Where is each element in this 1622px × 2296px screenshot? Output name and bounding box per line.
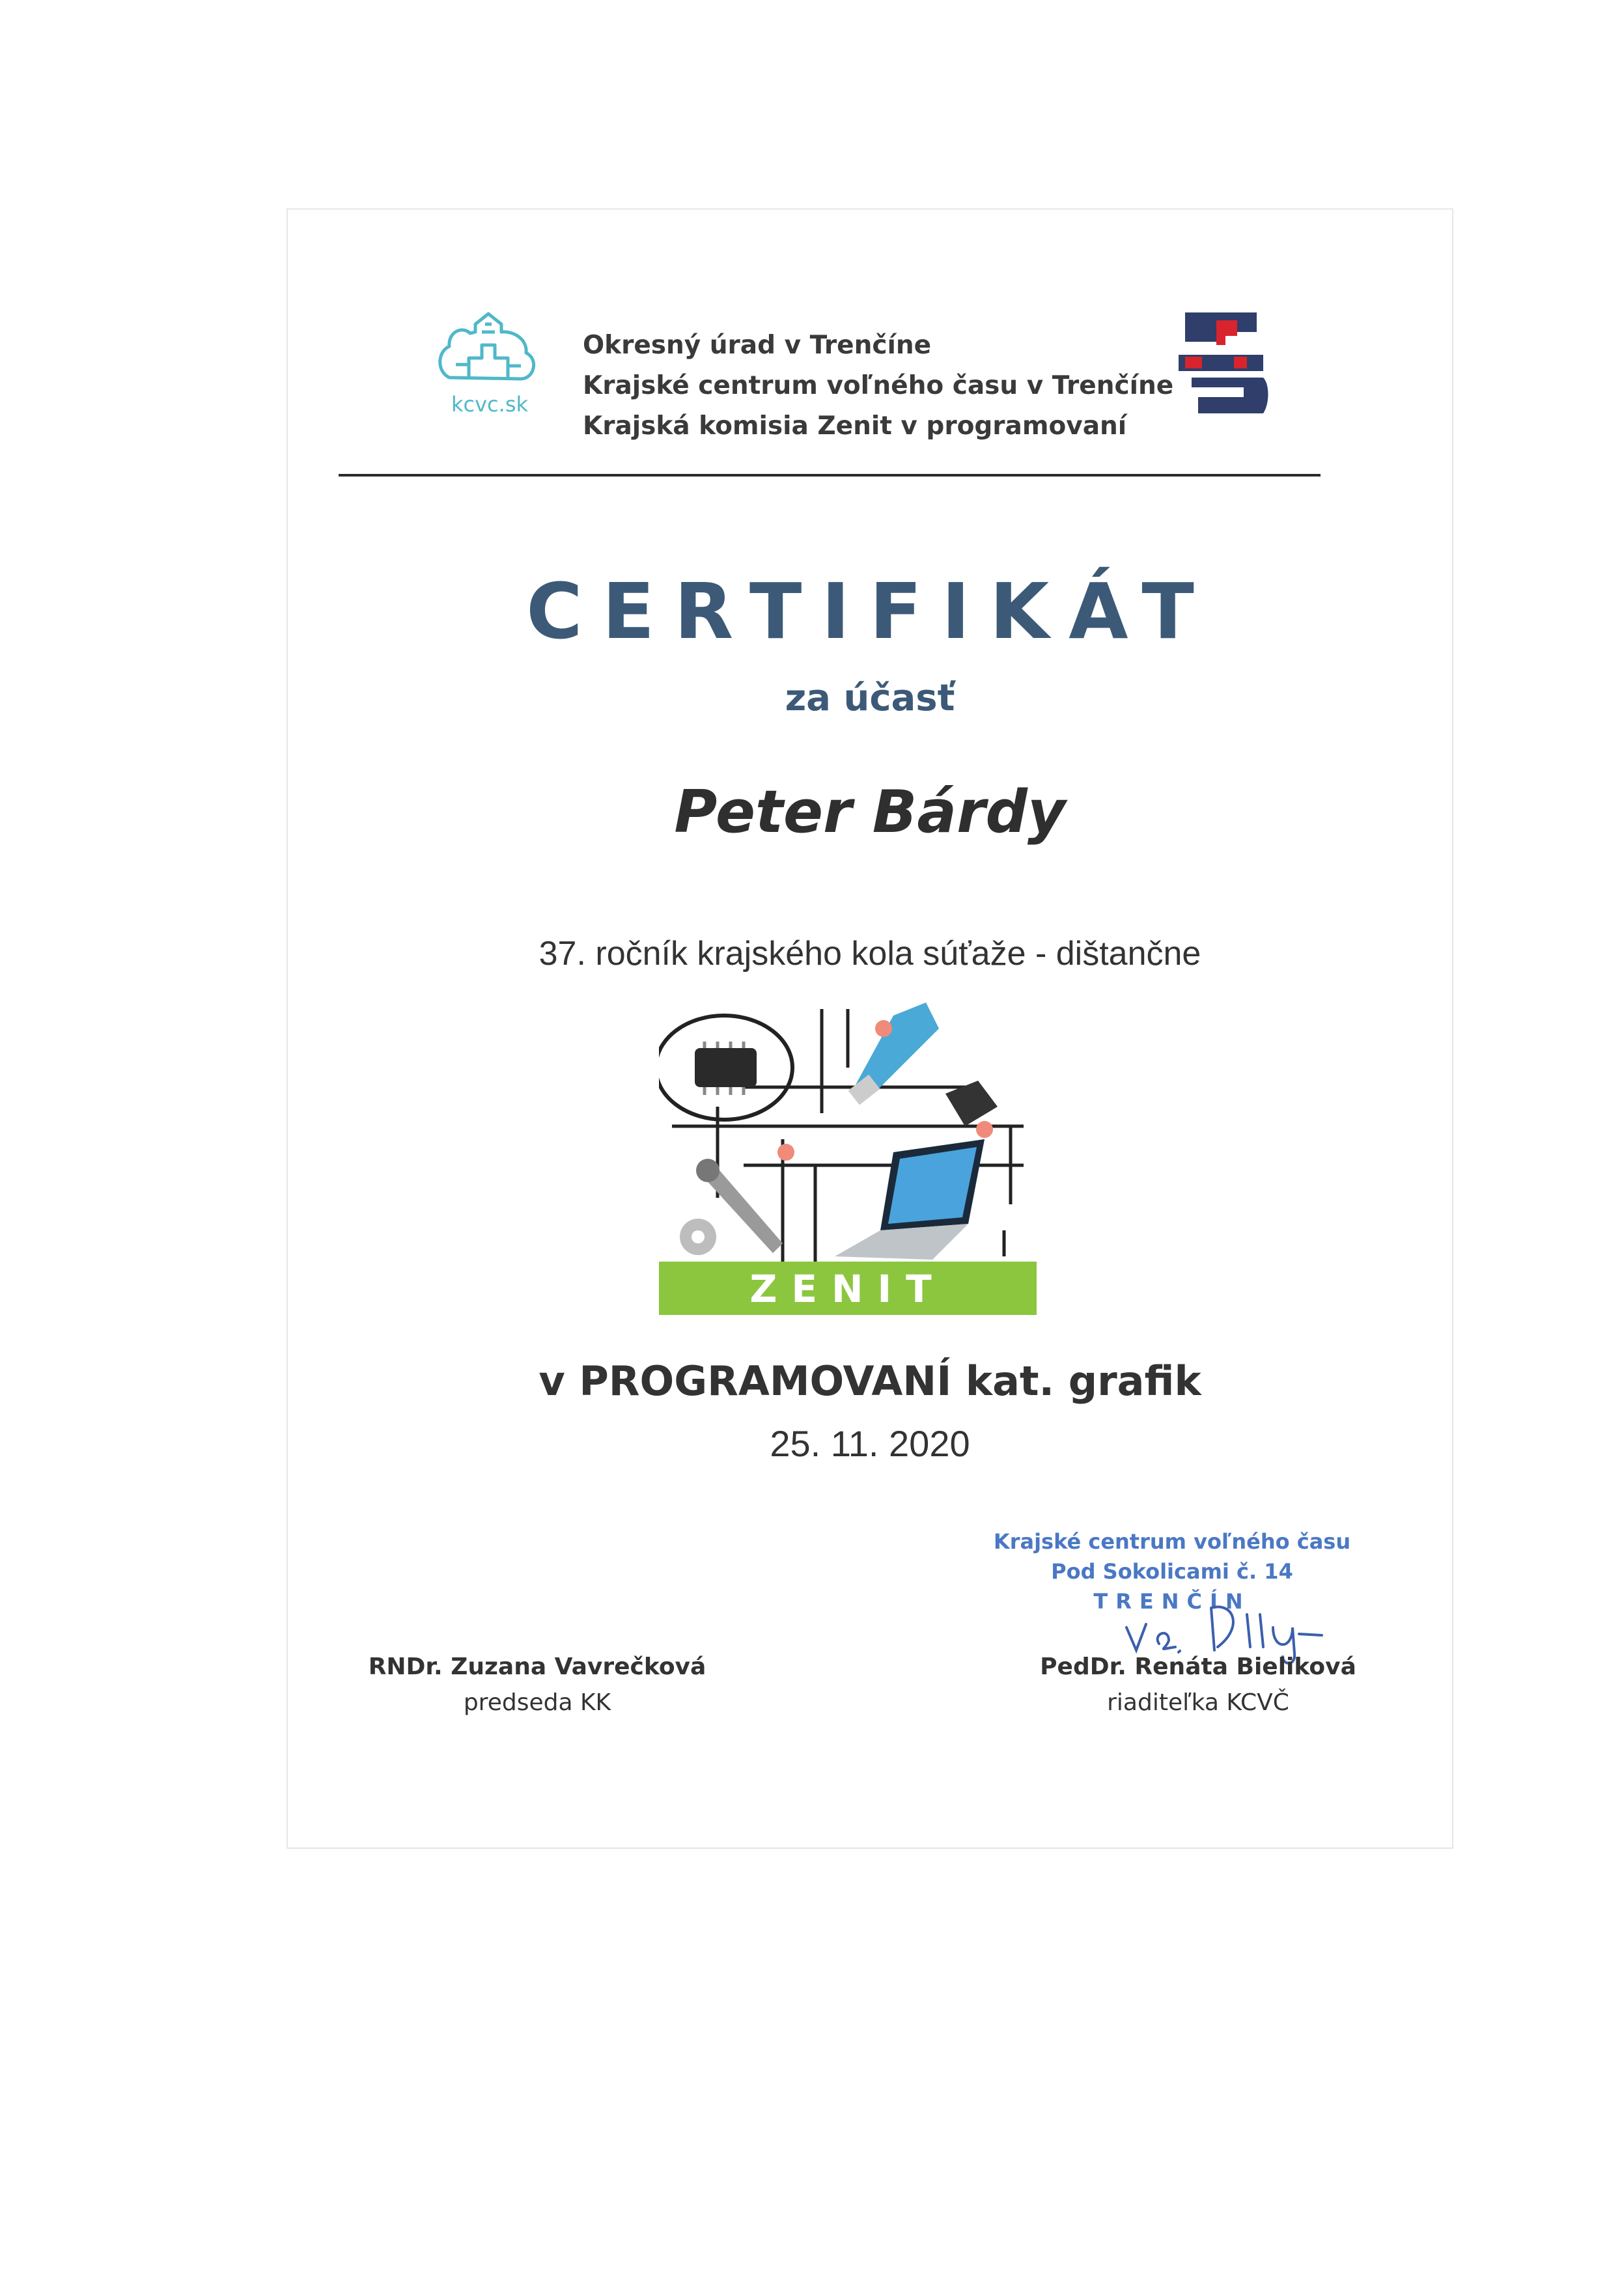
issuer-block xyxy=(583,325,1173,447)
issuer-line-center: Krajské centrum voľného času v Trenčíne xyxy=(583,371,1174,400)
issuer-line-office: Okresný úrad v Trenčíne xyxy=(583,331,932,360)
competition-category: v PROGRAMOVANÍ kat. grafik xyxy=(538,1357,1201,1405)
certificate-subtitle: za účasť xyxy=(785,677,955,719)
kcvc-logo-icon xyxy=(430,306,547,397)
stamp-line-3: TRENČÍN xyxy=(1093,1589,1251,1614)
competition-edition: 37. ročník krajského kola súťaže - dištančne xyxy=(538,935,1201,973)
certificate-title: CERTIFIKÁT xyxy=(526,566,1214,656)
microchip-icon xyxy=(695,1042,757,1095)
signatory-left-role: predseda KK xyxy=(463,1689,611,1716)
recipient-name: Peter Bárdy xyxy=(674,778,1066,846)
zenit-logo-label: ZENIT xyxy=(749,1267,946,1311)
header-divider xyxy=(339,474,1321,477)
signatory-right-role: riaditeľka KCVČ xyxy=(1107,1689,1289,1716)
zenit-illustration-icon xyxy=(659,996,1037,1263)
kcvc-logo-text: kcvc.sk xyxy=(451,392,529,417)
signatory-left-name: RNDr. Zuzana Vavrečková xyxy=(368,1653,706,1680)
competition-date: 25. 11. 2020 xyxy=(770,1423,970,1464)
stamp-line-2: Pod Sokolicami č. 14 xyxy=(1051,1559,1293,1584)
issuer-line-commission: Krajská komisia Zenit v programovaní xyxy=(583,411,1127,441)
signatory-right-name: PedDr. Renáta Bieliková xyxy=(1040,1653,1356,1680)
emblem-logo-icon xyxy=(1166,306,1276,423)
usb-stick-icon xyxy=(848,1003,939,1105)
nut-icon xyxy=(680,1219,716,1255)
laptop-icon xyxy=(835,1139,985,1260)
stamp-line-1: Krajské centrum voľného času xyxy=(993,1529,1351,1554)
